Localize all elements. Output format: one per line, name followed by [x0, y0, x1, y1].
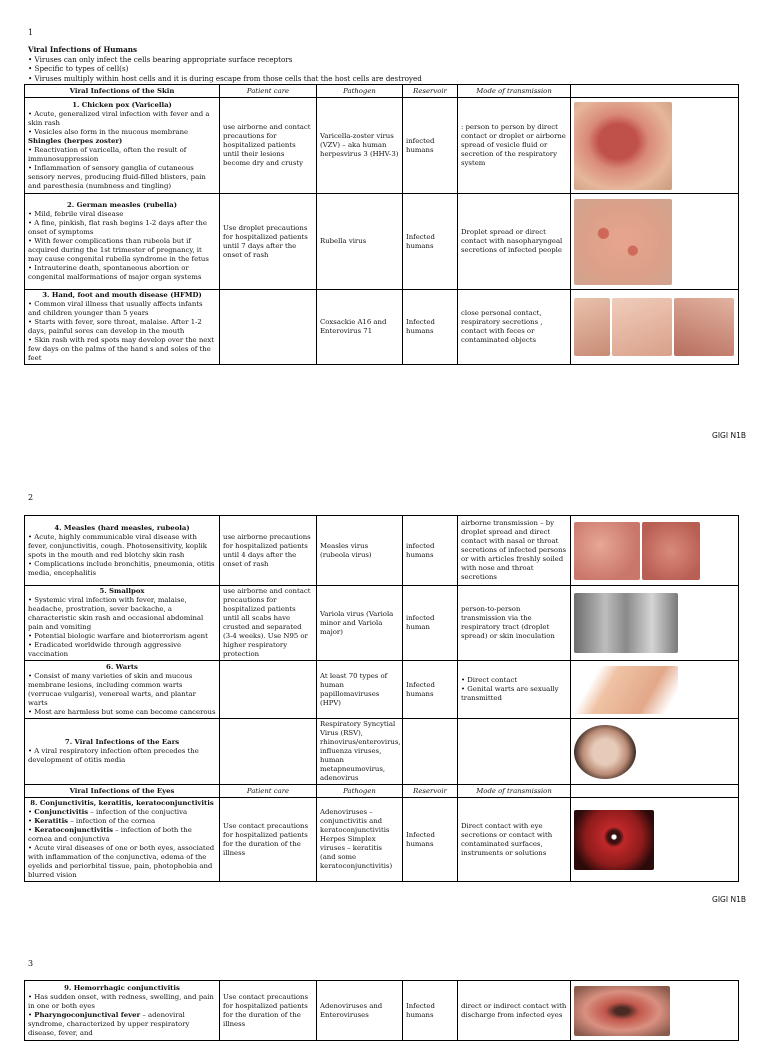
- mode-of-transmission: Direct contact with eye secretions or contact with contaminated surfaces, instruments or solutions: [458, 798, 571, 882]
- col-image: [571, 85, 739, 98]
- image-cell: [571, 798, 739, 882]
- term: Keratitis: [34, 817, 69, 825]
- image-cell: [571, 98, 739, 194]
- patient-care: Use contact precautions for hospitalized patients for the duration of the illness: [220, 981, 317, 1041]
- disease-description: [25, 661, 220, 719]
- bullet: • Acute viral diseases of one or both eyes, associated with inflammation of the conjunctiva, edema of the eyelids and periorbital tissue, pain, photophobia and blurred vision: [28, 844, 215, 879]
- page-number: 2: [28, 493, 34, 502]
- term: Pharyngoconjunctival fever: [34, 1010, 141, 1019]
- pathogen: Adenoviruses – conjunctivitis and keratoconjunctivitis Herpes Simplex viruses – keratitis (and some keratoconjunctivitis): [317, 798, 403, 882]
- image-cell: [571, 981, 739, 1041]
- mode-of-transmission: close personal contact, respiratory secretions , contact with feces or contaminated objects: [458, 290, 571, 365]
- bullet: • Reactivation of varicella, often the result of immunosuppression: [28, 145, 187, 163]
- intro-bullet: • Viruses can only infect the cells bearing appropriate surface receptors: [28, 54, 293, 64]
- pathogen: Rubella virus: [317, 194, 403, 290]
- bullet: • A viral respiratory infection often precedes the development of otitis media: [28, 747, 199, 764]
- intro: [28, 45, 748, 83]
- definition: – adenoviral syndrome, characterized by upper respiratory disease, fever, and: [28, 1010, 190, 1037]
- page-footer: GIGI N1B: [712, 431, 746, 440]
- disease-title: 2. German measles (rubella): [66, 201, 178, 209]
- mode-of-transmission: direct or indirect contact with discharge from infected eyes: [458, 981, 571, 1041]
- col-mode: Mode of transmission: [458, 785, 571, 798]
- shingles-photo: [574, 102, 672, 190]
- mode-of-transmission: [458, 719, 571, 785]
- section-header: Viral Infections of the Eyes: [25, 785, 220, 798]
- patient-care: use airborne and contact precautions for hospitalized patients until their lesions become dry and crusty: [220, 98, 317, 194]
- table-row: [25, 719, 739, 785]
- pathogen: Varicella-zoster virus (VZV) – aka human herpesvirus 3 (HHV-3): [317, 98, 403, 194]
- smallpox-photo: [574, 593, 678, 653]
- hfmd-mouth-photo: [674, 298, 734, 356]
- col-pathogen: Pathogen: [317, 785, 403, 798]
- bullet: • Common viral illness that usually affects infants and children younger than 5 years: [28, 300, 203, 317]
- patient-care: use airborne and contact precautions for hospitalized patients until all scabs have crusted and separated (3-4 weeks). Use N95 or higher respiratory protection: [220, 586, 317, 661]
- reservoir: Infected humans: [403, 661, 458, 719]
- mode-of-transmission: person-to-person transmission via the respiratory tract (droplet spread) or skin inoculation: [458, 586, 571, 661]
- disease-description: 8. Conjunctivitis, keratitis, keratoconjunctivitis • Conjunctivitis – infection of the conjuctiva • Keratitis – infection of the cornea • Keratoconjunctivitis – infection of both the cornea and conjunctiva • Acute viral diseases of one or both eyes, associated with inflammation of the conjunctiva, edema of the eyelids and periorbital tissue, pain, photophobia and blurred vision: [25, 798, 220, 882]
- disease-description: [25, 516, 220, 586]
- table-header: [25, 785, 739, 798]
- page-number: 3: [28, 959, 34, 968]
- mode-of-transmission: Droplet spread or direct contact with nasopharyngeal secretions of infected people: [458, 194, 571, 290]
- bullet: • Potential biologic warfare and bioterrorism agent: [28, 632, 208, 640]
- section-header: Viral Infections of the Skin: [25, 85, 220, 98]
- patient-care: [220, 290, 317, 365]
- intro-title: Viral Infections of Humans: [28, 45, 138, 54]
- bullet: • Has sudden onset, with redness, swelling, and pain in one or both eyes: [28, 992, 214, 1010]
- reservoir: Infected humans: [403, 981, 458, 1041]
- bullet: • With fewer complications than rubeola but if acquired during the 1st trimester of pregnancy, it may cause congenital rubella syndrome in the fetus: [28, 237, 209, 263]
- disease-title: 9. Hemorrhagic conjunctivitis: [64, 983, 180, 992]
- wart-hand-photo: [574, 666, 678, 714]
- image-cell: [571, 516, 739, 586]
- disease-title: 5. Smallpox: [99, 587, 145, 595]
- col-mode: Mode of transmission: [458, 85, 571, 98]
- mode-of-transmission: airborne transmission – by droplet spread and direct contact with nasal or throat secretions of infected persons or with articles freshly soiled with nose and throat secretions: [458, 516, 571, 586]
- page-number: 1: [28, 28, 34, 37]
- reservoir: Infected humans: [403, 290, 458, 365]
- disease-description: [25, 194, 220, 290]
- term: Conjunctivitis: [34, 808, 89, 816]
- definition: – infection of both the cornea and conjunctiva: [28, 826, 192, 843]
- table-row: [25, 194, 739, 290]
- pathogen: Variola virus (Variola minor and Variola major): [317, 586, 403, 661]
- otitis-eardrum-photo: [574, 725, 636, 779]
- image-cell: [571, 661, 739, 719]
- intro-bullet: • Viruses multiply within host cells and it is during escape from those cells that the host cells are destroyed: [28, 73, 422, 83]
- page-footer: GIGI N1B: [712, 895, 746, 904]
- image-cell: [571, 194, 739, 290]
- disease-description: [25, 98, 220, 194]
- bullet: • Acute, highly communicable viral disease with fever, conjunctivitis, cough. Photosensitivity, koplik spots in the mouth and red blotchy skin rash: [28, 532, 207, 559]
- definition: – infection of the conjuctiva: [88, 808, 188, 816]
- measles-rash-photo: [642, 522, 700, 580]
- bullet: • Acute, generalized viral infection with fever and a skin rash: [28, 109, 210, 127]
- pathogen: Measles virus (rubeola virus): [317, 516, 403, 586]
- skin-infections-table-continued: [24, 515, 739, 882]
- mode-of-transmission: : person to person by direct contact or droplet or airborne spread of vesicle fluid or secretion of the respiratory system: [458, 98, 571, 194]
- skin-infections-table: [24, 84, 739, 365]
- image-cell: [571, 586, 739, 661]
- reservoir: Infected humans: [403, 194, 458, 290]
- measles-face-photo: [574, 522, 640, 580]
- disease-title: 8. Conjunctivitis, keratitis, keratoconjunctivitis: [30, 799, 214, 807]
- disease-title: 7. Viral Infections of the Ears: [64, 738, 180, 746]
- table-row: [25, 798, 739, 882]
- hfmd-hand-photo: [574, 298, 610, 356]
- col-image: [571, 785, 739, 798]
- eye-infections-table-continued: [24, 980, 739, 1041]
- disease-description: 9. Hemorrhagic conjunctivitis • Has sudden onset, with redness, swelling, and pain in one or both eyes • Pharyngoconjunctival fever – adenoviral syndrome, characterized by upper respiratory disease, fever, and: [25, 981, 220, 1041]
- bullet: • Intrauterine death, spontaneous abortion or congenital malformations of major organ systems: [28, 264, 202, 281]
- patient-care: use airborne precautions for hospitalized patients until 4 days after the onset of rash: [220, 516, 317, 586]
- table-row: [25, 661, 739, 719]
- reservoir: infected humans: [403, 98, 458, 194]
- disease-title: 3. Hand, foot and mouth disease (HFMD): [42, 291, 202, 299]
- col-pathogen: Pathogen: [317, 85, 403, 98]
- image-cell: [571, 290, 739, 365]
- mode-of-transmission: [458, 661, 571, 719]
- bullet: • Starts with fever, sore throat, malaise. After 1-2 days, painful sores can develop in the mouth: [28, 318, 202, 335]
- pathogen: Respiratory Syncytial Virus (RSV), rhinovirus/enterovirus, influenza viruses, human metapneumovirus, adenovirus: [317, 719, 403, 785]
- bullet: • Inflammation of sensory ganglia of cutaneous sensory nerves, producing fluid-filled blisters, pain and paresthesia (numbness and tingling): [28, 163, 206, 190]
- patient-care: Use droplet precautions for hospitalized patients until 7 days after the onset of rash: [220, 194, 317, 290]
- pathogen: Coxsackie A16 and Enterovirus 71: [317, 290, 403, 365]
- bullet: • Direct contact: [461, 676, 518, 684]
- patient-care: Use contact precautions for hospitalized patients for the duration of the illness: [220, 798, 317, 882]
- disease-description: [25, 719, 220, 785]
- bullet: • A fine, pinkish, flat rash begins 1-2 days after the onset of symptoms: [28, 219, 207, 236]
- patient-care: [220, 661, 317, 719]
- table-row: [25, 98, 739, 194]
- rubella-rash-photo: [574, 199, 672, 285]
- disease-title: 1. Chicken pox (Varicella): [72, 100, 172, 109]
- reservoir: [403, 719, 458, 785]
- bullet: • Genital warts are sexually transmitted: [461, 685, 559, 702]
- bullet: • Complications include bronchitis, pneumonia, otitis media, encephalitis: [28, 559, 215, 577]
- term: Keratoconjunctivitis: [34, 826, 113, 834]
- table-header: [25, 85, 739, 98]
- disease-title: 6. Warts: [106, 662, 138, 671]
- col-reservoir: Reservoir: [403, 85, 458, 98]
- col-reservoir: Reservoir: [403, 785, 458, 798]
- col-patient-care: Patient care: [220, 85, 317, 98]
- disease-description: [25, 290, 220, 365]
- disease-title: 4. Measles (hard measles, rubeola): [54, 523, 190, 532]
- bullet: • Consist of many varieties of skin and mucous membrane lesions, including common warts (verrucae vulgaris), venereal warts, and plantar warts: [28, 671, 196, 707]
- reservoir: Infected humans: [403, 798, 458, 882]
- subheading: Shingles (herpes zoster): [28, 136, 123, 145]
- intro-bullet: • Specific to types of cell(s): [28, 64, 129, 73]
- disease-description: [25, 586, 220, 661]
- pathogen: At least 70 types of human papillomaviruses (HPV): [317, 661, 403, 719]
- bullet: • Systemic viral infection with fever, malaise, headache, prostration, sever backache, a characteristic skin rash and occasional abdominal pain and vomiting: [28, 596, 204, 631]
- pathogen: Adenoviruses and Enteroviruses: [317, 981, 403, 1041]
- table-row: [25, 516, 739, 586]
- bullet: • Eradicated worldwide through aggressive vaccination: [28, 641, 182, 658]
- hfmd-feet-photo: [612, 298, 672, 356]
- table-row: [25, 981, 739, 1041]
- patient-care: [220, 719, 317, 785]
- bullet: • Skin rash with red spots may develop over the next few days on the palms of the hand s and soles of the feet: [28, 336, 215, 362]
- conjunctivitis-eye-photo: [574, 810, 654, 870]
- table-row: [25, 290, 739, 365]
- reservoir: infected humans: [403, 516, 458, 586]
- reservoir: infected human: [403, 586, 458, 661]
- bullet: • Vesicles also form in the mucous membrane: [28, 127, 189, 136]
- hemorrhagic-eye-photo: [574, 986, 670, 1036]
- image-cell: [571, 719, 739, 785]
- definition: – infection of the cornea: [68, 817, 156, 825]
- bullet: • Most are harmless but some can become cancerous: [28, 707, 216, 716]
- col-patient-care: Patient care: [220, 785, 317, 798]
- bullet: • Mild, febrile viral disease: [28, 210, 124, 218]
- table-row: [25, 586, 739, 661]
